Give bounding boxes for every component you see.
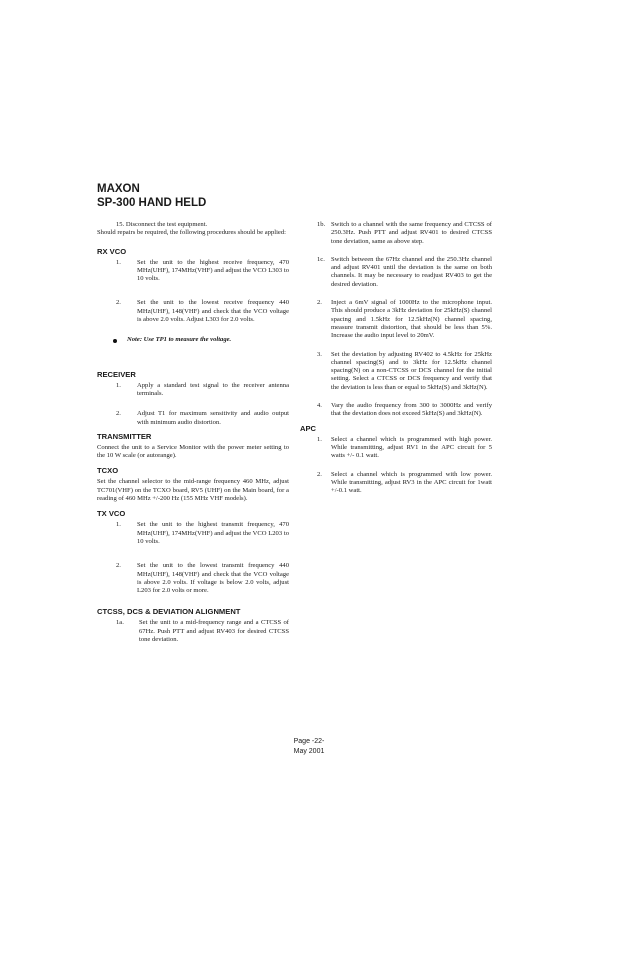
item-text: Select a channel which is programmed with low power. While transmitting, adjust RV3 in the APC circuit for 1watt +/-0.1 watt. [331,470,492,495]
document-header [97,182,206,210]
item-text: Switch between the 67Hz channel and the 250.3Hz channel and adjust RV401 until the deviation is the same on both channels. It may be necessary to readjust RV403 to get the desired deviation. [331,255,492,288]
item-text: Inject a 6mV signal of 1000Hz to the microphone input. This should produce a 3kHz deviation for 25kHz(S) channel spacing and 1.5kHz for 12.5kHz(N) channel spacing, measure transmit distortion, that should be less than 5%. Increase the audio input level to 20mV. [331,299,492,340]
item-text: Set the unit to the lowest receive frequency 440 MHz(UHF), 148(VHF) and check that the VCO voltage is above 2.0 volts. Adjust L303 for 2.0 volts. [137,299,289,324]
item-number: 2. [317,470,322,478]
item-number: 2. [116,410,121,418]
left-column [97,221,289,644]
item-number: 1b. [317,221,326,228]
item-text: Set the unit to the lowest transmit frequency 440 MHz(UHF), 148(VHF) and check that the VCO voltage is above 2.0 volts. If voltage is below 2.0 volts, adjust L203 for 2.0 volts or more. [137,562,289,595]
item-text: Switch to a channel with the same frequency and CTCSS of 250.3Hz. Push PTT and adjust RV401 to desired CTCSS tone deviation, same as above step. [331,221,492,245]
item-text: Set the unit to a mid-frequency range and a CTCSS of 67Hz. Push PTT and adjust RV403 for desired CTCSS tone deviation. [139,619,289,644]
section-heading-ctcss: CTCSS, DCS & DEVIATION ALIGNMENT [97,607,241,617]
transmitter-text: Connect the unit to a Service Monitor with the power meter setting to the 10 W scale (or autorange). [97,443,289,460]
item-text: Set the unit to the highest transmit frequency, 470 MHz(UHF), 174MHz(VHF) and adjust the VCO L203 to 10 volts. [137,521,289,545]
section-heading-transmitter: TRANSMITTER [97,431,152,441]
item-text: Vary the audio frequency from 300 to 3000Hz and verify that the deviation does not exceed 5kHz(S) and 3kHz(N). [331,402,492,418]
list-item [303,256,492,289]
item-text: Select a channel which is programmed with high power. While transmitting, adjust RV1 in the APC circuit for 5 watts +/- 0.1 watt. [331,435,492,460]
item-number: 1a. [116,619,124,627]
item-number: 1. [317,435,322,443]
footer-page-number: Page -22- [293,738,325,745]
list-item [303,299,492,340]
item-number: 1. [116,521,121,529]
list-item [303,402,492,419]
intro-text: Should repairs be required, the following procedures should be applied: [97,229,286,237]
note-text: Note: Use TP1 to measure the voltage. [127,336,232,344]
list-item [303,436,492,461]
item-number: 1. [116,258,121,266]
note-bullet [113,336,289,344]
bullet-dot-icon [113,339,117,343]
list-item [97,562,289,595]
item-number: 2. [116,299,121,307]
section-heading-receiver: RECEIVER [97,369,136,379]
section-heading-tcxo: TCXO [97,466,119,476]
header-model: SP-300 HAND HELD [97,197,207,209]
right-column [300,221,492,495]
item-number: 1. [116,381,121,389]
tcxo-text: Set the channel selector to the mid-range frequency 460 MHz, adjust TC701(VHF) on the TCXO board, RV5 (UHF) on the Main board, for a reading of 460 MHz +/-200 Hz (155 MHz VHF models). [97,478,289,503]
item-number: 1c. [317,255,325,263]
item-text: Apply a standard test signal to the receiver antenna terminals. [137,381,289,397]
item-number: 4. [317,402,322,410]
list-item [97,619,289,644]
section-heading-rx-vco: RX VCO [97,246,127,256]
item-text: Set the unit to the highest receive frequency, 470 MHz(UHF), 174MHz(VHF) and adjust the VCO L303 to 10 volts. [137,258,289,283]
item-number: 3. [317,350,322,358]
list-item [97,299,289,324]
header-brand: MAXON [97,183,140,195]
list-item [97,410,289,427]
item-number: 2. [317,299,322,307]
section-heading-apc: APC [300,423,317,433]
list-item [303,351,492,392]
list-item [303,221,492,246]
item-number: 2. [116,562,121,570]
footer-date: May 2001 [293,748,325,755]
section-heading-tx-vco: TX VCO [97,509,126,519]
item-text: Set the deviation by adjusting RV402 to 4.5kHz for 25kHz channel spacing(S) and to 3kHz for 12.5kHz channel spacing(N) on a non-CTCSS or DCS channel for the initial setting. Select a CTCSS or DCS frequency and verify that the deviation is less than or equal to 5kHz(S) and 3kHz(N). [331,350,492,391]
intro-step: 15. Disconnect the test equipment. [116,221,208,228]
list-item [97,521,289,546]
list-item [97,382,289,399]
list-item [303,471,492,496]
list-item [97,259,289,284]
item-text: Adjust T1 for maximum sensitivity and audio output with minimum audio distortion. [137,410,289,426]
